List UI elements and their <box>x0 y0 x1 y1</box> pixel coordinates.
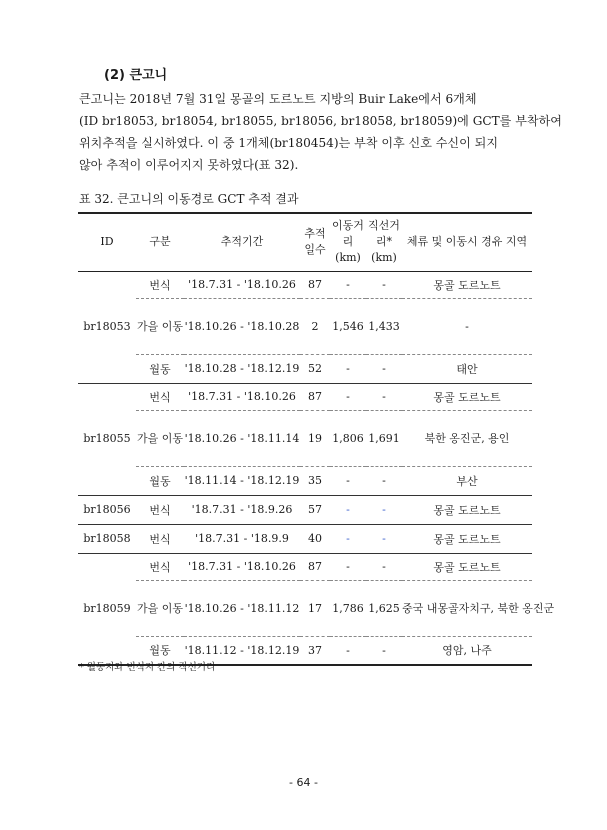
bird-id-cell: br18058 <box>78 524 136 553</box>
days-cell: 17 <box>300 580 330 636</box>
distance-cell: - <box>330 383 366 410</box>
table-row <box>78 271 532 298</box>
days-cell: 19 <box>300 410 330 466</box>
table-row <box>78 553 532 580</box>
period-cell: '18.11.12 - '18.12.19 <box>184 636 300 665</box>
category-cell: 번식 <box>136 553 184 580</box>
table-row <box>78 410 532 466</box>
gct-tracking-table <box>78 212 555 666</box>
straight-distance-cell: - <box>366 271 402 298</box>
paragraph-line: 위치추적을 실시하였다. 이 중 1개체(br180454)는 부착 이후 신호 수신이 되지 <box>79 136 499 150</box>
distance-cell: 1,786 <box>330 580 366 636</box>
period-cell: '18.10.26 - '18.11.14 <box>184 410 300 466</box>
straight-distance-cell: - <box>366 383 402 410</box>
days-cell: 2 <box>300 298 330 354</box>
region-cell: 영암, 나주 <box>402 636 532 665</box>
category-cell: 월동 <box>136 466 184 495</box>
table-row <box>78 466 532 495</box>
distance-cell: - <box>330 354 366 383</box>
header-days: 추적일수 <box>300 213 330 271</box>
distance-cell: - <box>330 553 366 580</box>
category-cell: 월동 <box>136 354 184 383</box>
straight-distance-cell: - <box>366 524 402 553</box>
distance-cell: - <box>330 271 366 298</box>
region-cell: 북한 옹진군, 용인 <box>402 410 532 466</box>
category-cell: 번식 <box>136 383 184 410</box>
days-cell: 37 <box>300 636 330 665</box>
distance-cell: - <box>330 466 366 495</box>
period-cell: '18.7.31 - '18.9.9 <box>184 524 300 553</box>
table-caption: 표 32. 큰고니의 이동경로 GCT 추적 결과 <box>79 192 299 206</box>
straight-distance-cell: 1,625 <box>366 580 402 636</box>
category-cell: 가을 이동 <box>136 580 184 636</box>
table-row <box>78 495 532 524</box>
region-cell: - <box>402 298 532 354</box>
period-cell: '18.7.31 - '18.9.26 <box>184 495 300 524</box>
table-row <box>78 298 532 354</box>
days-cell: 52 <box>300 354 330 383</box>
bird-id-cell: br18055 <box>78 383 136 495</box>
days-cell: 87 <box>300 553 330 580</box>
category-cell: 가을 이동 <box>136 410 184 466</box>
header-id: ID <box>78 213 136 271</box>
paragraph-line: 큰고니는 2018년 7월 31일 몽골의 도르노트 지방의 Buir Lake에서 6개체 <box>79 92 477 106</box>
period-cell: '18.7.31 - '18.10.26 <box>184 553 300 580</box>
table-row <box>78 383 532 410</box>
days-cell: 57 <box>300 495 330 524</box>
category-cell: 가을 이동 <box>136 298 184 354</box>
table-row <box>78 580 532 636</box>
page-number: - 64 - <box>289 776 318 789</box>
period-cell: '18.10.26 - '18.11.12 <box>184 580 300 636</box>
period-cell: '18.7.31 - '18.10.26 <box>184 383 300 410</box>
region-cell: 몽골 도르노트 <box>402 495 532 524</box>
table-footnote: * 월동지와 번식지 간의 직선거리 <box>79 662 216 673</box>
days-cell: 35 <box>300 466 330 495</box>
header-region: 체류 및 이동시 경유 지역 <box>402 213 532 271</box>
header-period: 추적기간 <box>184 213 300 271</box>
straight-distance-cell: - <box>366 466 402 495</box>
region-cell: 몽골 도르노트 <box>402 553 532 580</box>
distance-cell: 1,546 <box>330 298 366 354</box>
days-cell: 87 <box>300 383 330 410</box>
period-cell: '18.7.31 - '18.10.26 <box>184 271 300 298</box>
region-cell: 몽골 도르노트 <box>402 524 532 553</box>
period-cell: '18.10.28 - '18.12.19 <box>184 354 300 383</box>
period-cell: '18.10.26 - '18.10.28 <box>184 298 300 354</box>
table-row <box>78 354 532 383</box>
region-cell: 몽골 도르노트 <box>402 383 532 410</box>
distance-cell: 1,806 <box>330 410 366 466</box>
paragraph-line: (ID br18053, br18054, br18055, br18056, br18058, br18059)에 GCT를 부착하여 <box>79 114 562 128</box>
paragraph-line: 않아 추적이 이루어지지 못하였다(표 32). <box>79 158 299 172</box>
straight-distance-cell: 1,433 <box>366 298 402 354</box>
bird-id-cell: br18053 <box>78 271 136 383</box>
distance-cell: - <box>330 495 366 524</box>
section-heading: (2) 큰고니 <box>104 68 168 83</box>
straight-distance-cell: - <box>366 553 402 580</box>
table-row <box>78 524 532 553</box>
period-cell: '18.11.14 - '18.12.19 <box>184 466 300 495</box>
bird-id-cell: br18059 <box>78 553 136 665</box>
straight-distance-cell: 1,691 <box>366 410 402 466</box>
region-cell: 중국 내몽골자치구, 북한 옹진군 <box>402 580 532 636</box>
category-cell: 번식 <box>136 271 184 298</box>
table-header-row <box>78 213 532 271</box>
header-straight-distance: 직선거리*(km) <box>366 213 402 271</box>
category-cell: 번식 <box>136 524 184 553</box>
days-cell: 40 <box>300 524 330 553</box>
region-cell: 태안 <box>402 354 532 383</box>
category-cell: 번식 <box>136 495 184 524</box>
region-cell: 몽골 도르노트 <box>402 271 532 298</box>
body-paragraph <box>79 88 562 176</box>
straight-distance-cell: - <box>366 636 402 665</box>
bird-id-cell: br18056 <box>78 495 136 524</box>
region-cell: 부산 <box>402 466 532 495</box>
distance-cell: - <box>330 636 366 665</box>
straight-distance-cell: - <box>366 354 402 383</box>
category-cell: 월동 <box>136 636 184 665</box>
header-distance: 이동거리(km) <box>330 213 366 271</box>
days-cell: 87 <box>300 271 330 298</box>
header-category: 구분 <box>136 213 184 271</box>
distance-cell: - <box>330 524 366 553</box>
straight-distance-cell: - <box>366 495 402 524</box>
